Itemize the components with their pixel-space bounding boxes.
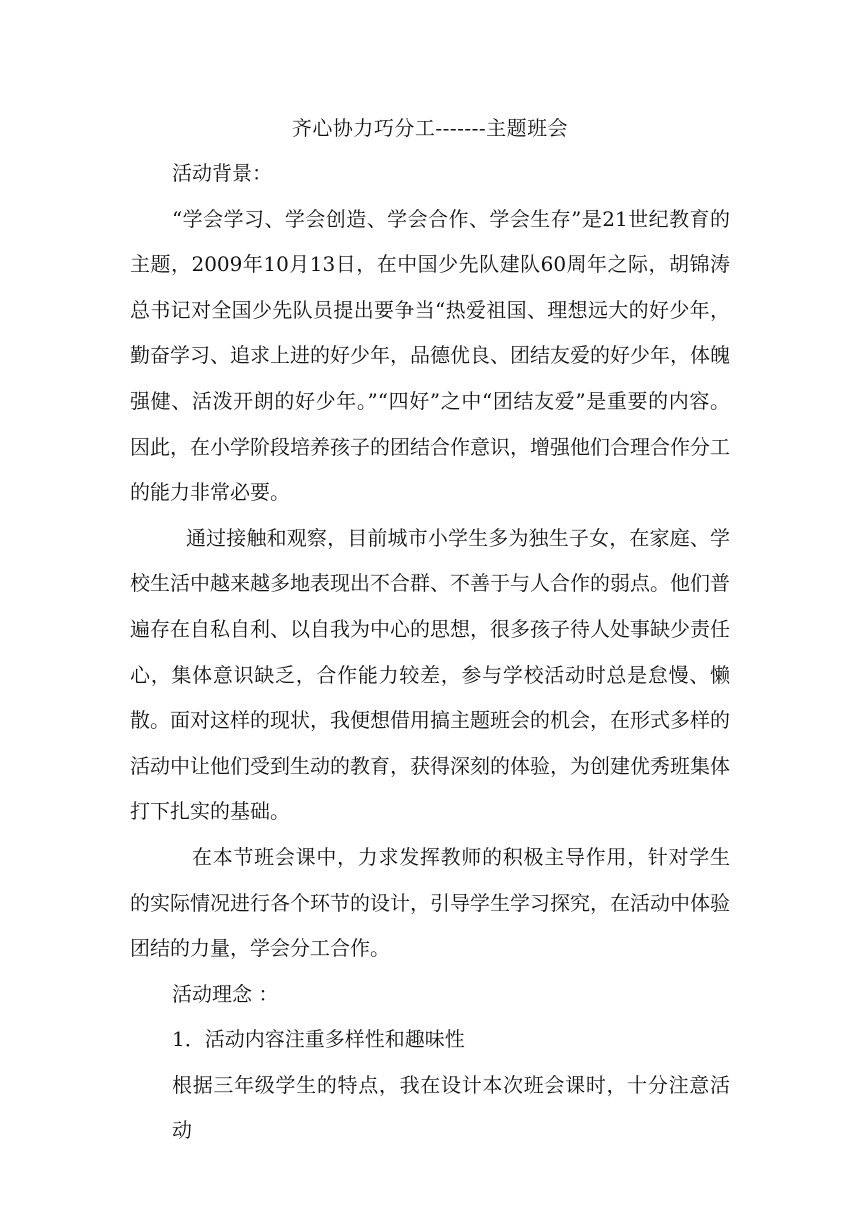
section-heading-background: 活动背景： xyxy=(172,161,272,185)
paragraph-concept-1: 根据三年级学生的特点，我在设计本次班会课时，十分注意活动 xyxy=(172,1072,730,1143)
document-body xyxy=(130,151,730,1154)
section-heading-concept: 活动理念 ： xyxy=(172,981,279,1006)
document-title: 齐心协力巧分工-------主题班会 xyxy=(291,116,569,140)
paragraph-background-1: “学会学习、学会创造、学会合作、学会生存”是21世纪教育的主题，2009年10月13日，在中国少先队建队60周年之际，胡锦涛总书记对全国少先队员提出要争当“热爱祖国、理想远大的好少年，勤奋学习、追求上进的好少年，品德优良、团结友爱的好少年，体魄强健、活泼开朗的好少年。”“四好”之中“团结友爱”是重要的内容。因此，在小学阶段培养孩子的团结合作意识，增强他们合理合作分工的能力非常必要。 xyxy=(130,206,730,505)
paragraph-background-2: 通过接触和观察，目前城市小学生多为独生子女，在家庭、学校生活中越来越多地表现出不合群、不善于与人合作的弱点。他们普遍存在自私自利、以自我为中心的思想，很多孩子待人处事缺少责任心，集体意识缺乏，合作能力较差，参与学校活动时总是怠慢、懒散。面对这样的现状，我便想借用搞主题班会的机会，在形式多样的活动中让他们受到生动的教育，获得深刻的体验，为创建优秀班集体打下扎实的基础。 xyxy=(130,525,730,824)
list-item-1: 1．活动内容注重多样性和趣味性 xyxy=(172,1027,465,1052)
paragraph-background-3: 在本节班会课中，力求发挥教师的积极主导作用，针对学生的实际情况进行各个环节的设计，引导学生学习探究，在活动中体验团结的力量，学会分工合作。 xyxy=(130,844,730,961)
